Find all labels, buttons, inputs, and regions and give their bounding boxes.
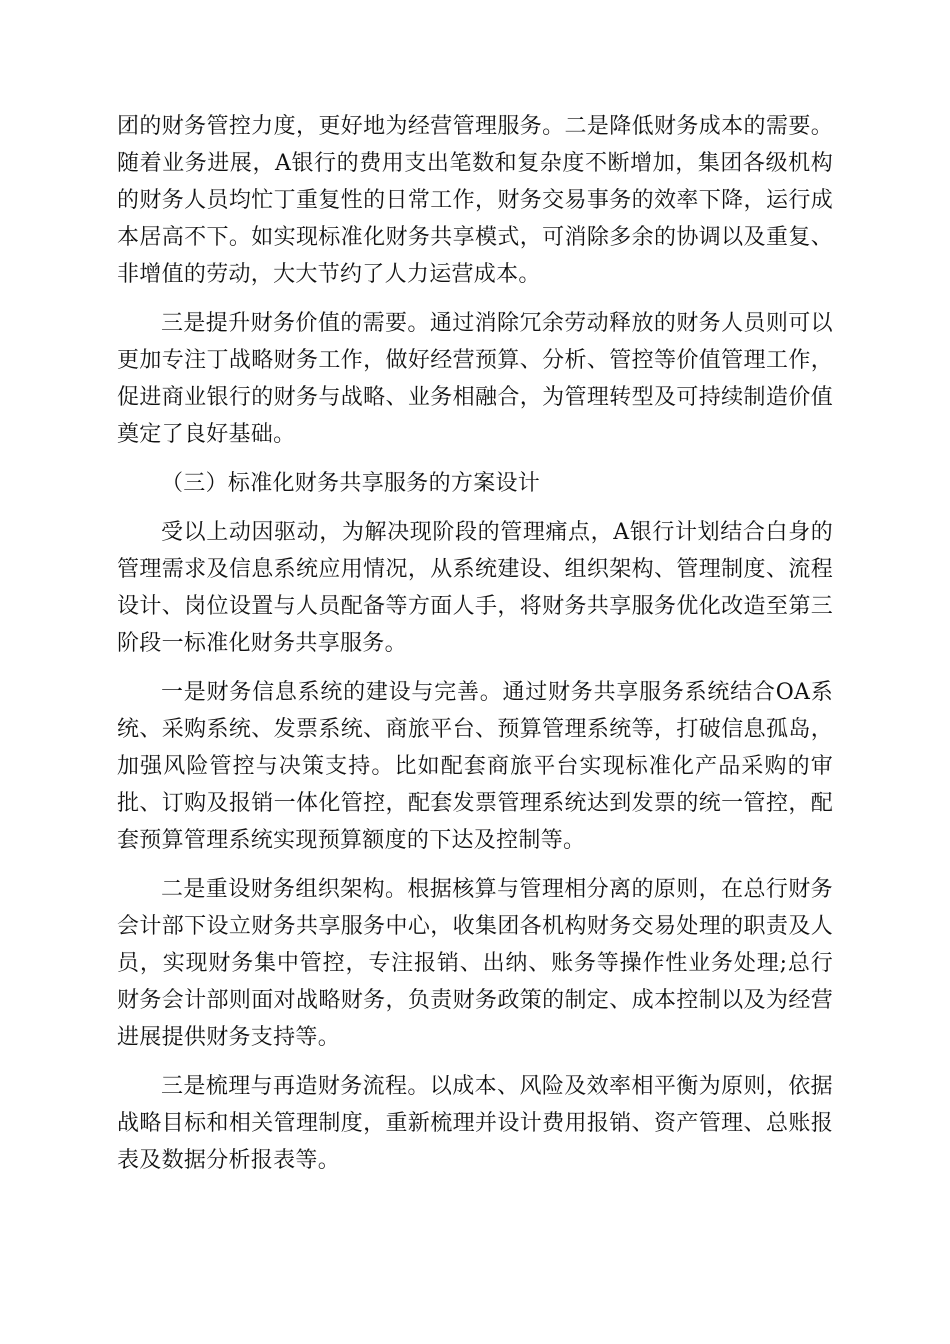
- paragraph-3: 受以上动因驱动，为解决现阶段的管理痛点，A银行计划结合白身的管理需求及信息系统应用情况，从系统建设、组织架构、管理制度、流程设计、岗位设置与人员配备等方面人手，将财务共享服务优化改造至第三阶段一标准化财务共享服务。: [117, 520, 833, 656]
- document-body: [117, 108, 833, 1191]
- paragraph-4: 一是财务信息系统的建设与完善。通过财务共享服务系统结合OA系统、采购系统、发票系统、商旅平台、预算管理系统等，打破信息孤岛，加强风险管控与决策支持。比如配套商旅平台实现标准化产品采购的审批、订购及报销一体化管控，配套发票管理系统达到发票的统一管控，配套预算管理系统实现预算额度的下达及控制等。: [117, 680, 833, 853]
- paragraph-2: 三是提升财务价值的需要。通过消除冗余劳动释放的财务人员则可以更加专注丁战略财务工作，做好经营预算、分析、管控等价值管理工作，促进商业银行的财务与战略、业务相融合，为管理转型及可持续制造价值奠定了良好基础。: [117, 311, 833, 447]
- paragraph-5: 二是重设财务组织架构。根据核算与管理相分离的原则，在总行财务会计部下设立财务共享服务中心，收集团各机构财务交易处理的职责及人员，实现财务集中管控，专注报销、出纳、账务等操作性业务处理;总行财务会计部则面对战略财务，负责财务政策的制定、成本控制以及为经营进展提供财务支持等。: [117, 877, 833, 1050]
- paragraph-6: 三是梳理与再造财务流程。以成本、风险及效率相平衡为原则，依据战略目标和相关管理制度，重新梳理并设计费用报销、资产管理、总账报表及数据分析报表等。: [117, 1074, 833, 1173]
- section-heading: （三）标准化财务共享服务的方案设计: [161, 471, 541, 496]
- paragraph-1: 团的财务管控力度，更好地为经营管理服务。二是降低财务成本的需要。随着业务进展，A银行的费用支出笔数和复杂度不断增加，集团各级机构的财务人员均忙丁重复性的日常工作，财务交易事务的效率下降，运行成本居高不下。如实现标准化财务共享模式，可消除多余的协调以及重复、非增值的劳动，大大节约了人力运营成本。: [117, 114, 833, 287]
